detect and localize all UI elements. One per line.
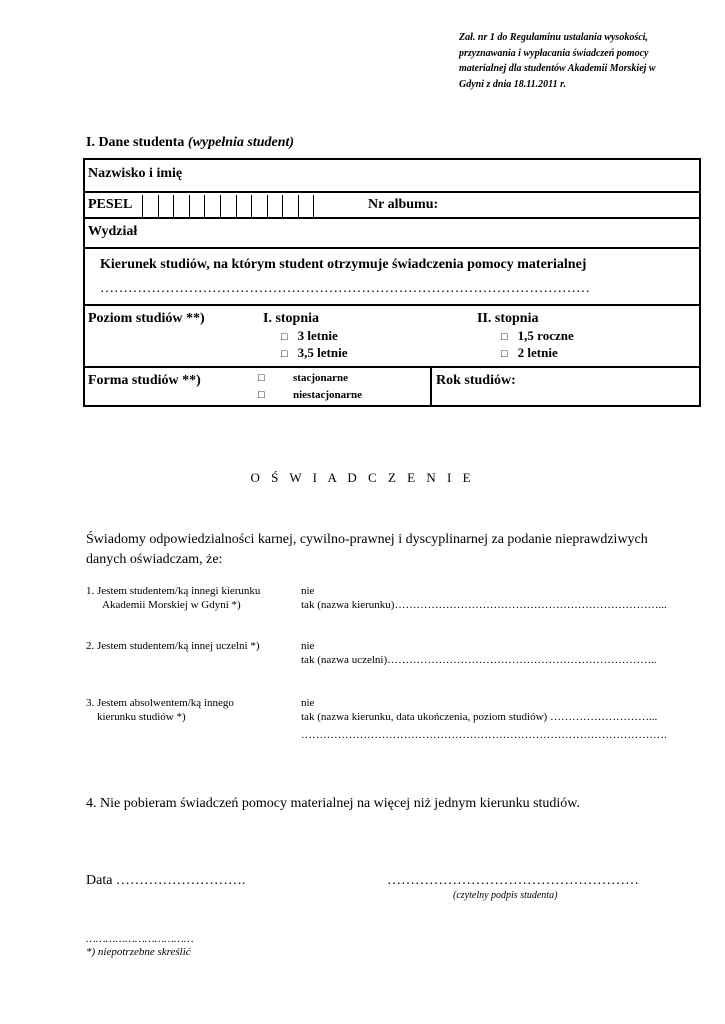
- checkbox-icon[interactable]: □: [501, 348, 508, 360]
- mode-option-parttime-label: niestacjonarne: [293, 389, 363, 401]
- checkbox-icon[interactable]: □: [281, 348, 288, 360]
- checkbox-icon[interactable]: □: [281, 331, 288, 343]
- section-title: [86, 135, 294, 151]
- regulation-note-line: materialnej dla studentów Akademii Morskiej w: [459, 63, 656, 74]
- mode-year-divider: [430, 368, 432, 405]
- level-label: Poziom studiów **): [88, 311, 205, 326]
- item1-text: [86, 584, 260, 612]
- footnote-dots: ……………………………: [86, 933, 194, 945]
- section-title-note: (wypełnia student): [187, 135, 295, 150]
- item1-line1: 1. Jestem studentem/ką innegi kierunku: [86, 585, 261, 597]
- item2-no[interactable]: nie: [301, 640, 315, 652]
- date-field[interactable]: Data ……………………….: [86, 873, 246, 888]
- item2-text: 2. Jestem studentem/ką innej uczelni *): [86, 640, 260, 652]
- pesel-digit-box[interactable]: [236, 195, 252, 217]
- pesel-digit-box[interactable]: [158, 195, 174, 217]
- regulation-note-line: Zał. nr 1 do Regulaminu ustalania wysokości,: [459, 32, 648, 43]
- level2-option-15-label: 1,5 roczne: [517, 328, 574, 343]
- level1-title: I. stopnia: [263, 311, 320, 326]
- pesel-digit-box[interactable]: [282, 195, 298, 217]
- pesel-digit-box[interactable]: [173, 195, 189, 217]
- pesel-digit-box[interactable]: [251, 195, 267, 217]
- mode-option-fulltime-label: stacjonarne: [293, 372, 348, 384]
- mode-label: Forma studiów **): [88, 373, 201, 388]
- item3-line2: kierunku studiów *): [97, 711, 186, 723]
- level-row: [83, 306, 701, 368]
- pesel-label: PESEL: [88, 197, 133, 212]
- mode-row: [83, 366, 701, 407]
- level1-option-3-label: 3 letnie: [297, 328, 338, 343]
- checkbox-icon[interactable]: □: [501, 331, 508, 343]
- level2-option-15[interactable]: [501, 328, 574, 344]
- album-label: Nr albumu:: [368, 197, 439, 212]
- course-row[interactable]: [83, 249, 701, 306]
- item3-no[interactable]: nie: [301, 697, 315, 709]
- level2-option-2[interactable]: [501, 345, 558, 361]
- item1-answers: [301, 584, 667, 612]
- pesel-input[interactable]: [142, 195, 314, 217]
- name-row[interactable]: [83, 158, 701, 193]
- item3-text: [86, 696, 234, 724]
- level2-title: II. stopnia: [477, 311, 539, 326]
- pesel-digit-box[interactable]: [220, 195, 236, 217]
- item3-line1: 3. Jestem absolwentem/ką innego: [86, 697, 234, 709]
- year-label[interactable]: Rok studiów:: [436, 373, 516, 388]
- checkbox-icon[interactable]: □: [258, 389, 265, 401]
- item1-yes[interactable]: tak (nazwa kierunku)………………………………………………………………...: [301, 599, 667, 611]
- item2-answers: [301, 639, 657, 667]
- faculty-row[interactable]: [83, 219, 701, 249]
- level1-option-35-label: 3,5 letnie: [297, 345, 348, 360]
- signature-caption: (czytelny podpis studenta): [453, 890, 558, 901]
- mode-option-fulltime[interactable]: [258, 372, 348, 384]
- pesel-digit-box[interactable]: [142, 195, 158, 217]
- item1-line2: Akademii Morskiej w Gdyni *): [102, 599, 241, 611]
- level2-option-2-label: 2 letnie: [517, 345, 558, 360]
- level1-option-35[interactable]: [281, 345, 347, 361]
- item3-dots[interactable]: ……………………………………………………………………………………….: [301, 729, 667, 741]
- item1-no[interactable]: nie: [301, 585, 315, 597]
- faculty-label: Wydział: [88, 224, 138, 239]
- mode-option-parttime[interactable]: [258, 389, 363, 401]
- item3-yes[interactable]: tak (nazwa kierunku, data ukończenia, poziom studiów) ………………………...: [301, 711, 658, 723]
- pesel-digit-box[interactable]: [204, 195, 220, 217]
- declaration-intro: Świadomy odpowiedzialności karnej, cywilno-prawnej i dyscyplinarnej za podanie nieprawdziwych danych oświadczam, że:: [86, 532, 648, 567]
- regulation-note-line: przyznawania i wypłacania świadczeń pomocy: [459, 47, 649, 59]
- footnote-text: *) niepotrzebne skreślić: [86, 946, 191, 958]
- pesel-digit-box[interactable]: [298, 195, 314, 217]
- checkbox-icon[interactable]: □: [258, 372, 265, 384]
- item4-text: 4. Nie pobieram świadczeń pomocy materialnej na więcej niż jednym kierunku studiów.: [86, 796, 580, 811]
- pesel-digit-box[interactable]: [267, 195, 283, 217]
- item3-answers: [301, 696, 667, 742]
- regulation-note-line: Gdyni z dnia 18.11.2011 r.: [459, 78, 566, 90]
- regulation-note: [459, 30, 689, 92]
- declaration-title: O Ś W I A D C Z E N I E: [250, 470, 475, 485]
- pesel-digit-box[interactable]: [189, 195, 205, 217]
- name-label: Nazwisko i imię: [88, 166, 183, 181]
- signature-field[interactable]: ………………………………………………: [387, 873, 639, 888]
- course-dots: ……………………………………………………………………………………………: [100, 281, 590, 296]
- level1-option-3[interactable]: [281, 328, 338, 344]
- course-label: Kierunek studiów, na którym student otrzymuje świadczenia pomocy materialnej: [100, 257, 587, 272]
- section-title-text: I. Dane studenta: [86, 135, 185, 150]
- item2-yes[interactable]: tak (nazwa uczelni)………………………………………………………………..: [301, 654, 657, 666]
